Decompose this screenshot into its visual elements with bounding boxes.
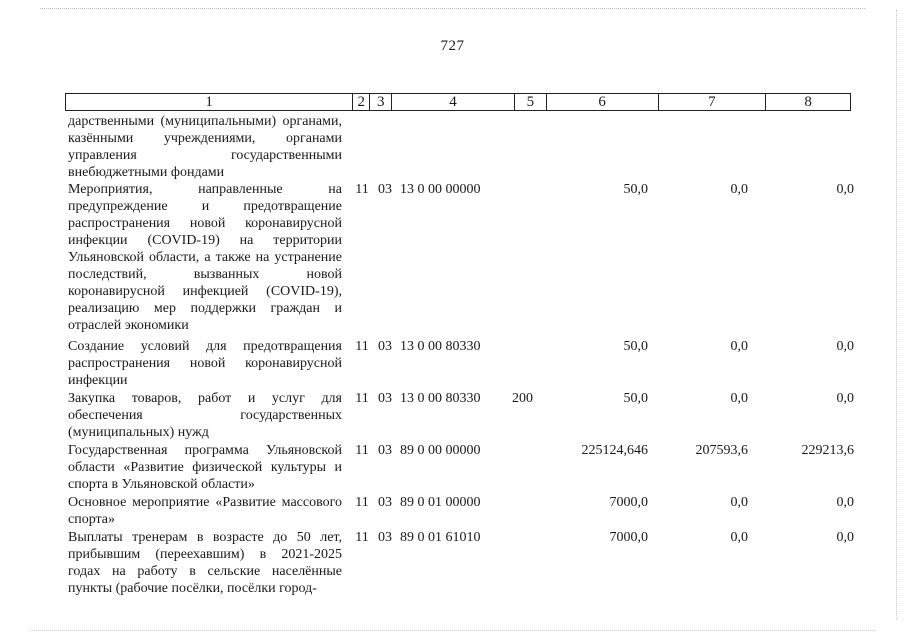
row-amount-col8: 229213,6 xyxy=(801,443,854,458)
row-expense-type: 200 xyxy=(512,391,533,406)
table-row xyxy=(68,338,854,390)
row-name: Создание условий для предотвращения распространения новой коронавирусной инфекции xyxy=(68,339,342,388)
column-header-2: 2 xyxy=(353,94,370,110)
column-header-6: 6 xyxy=(547,94,659,110)
row-amount-col8: 0,0 xyxy=(836,339,854,354)
row-amount-col8: 0,0 xyxy=(836,182,854,197)
row-amount-col8 xyxy=(748,113,854,181)
row-target-code: 89 0 01 61010 xyxy=(400,530,481,545)
row-subsection: 03 xyxy=(378,443,392,458)
row-section: 11 xyxy=(355,339,369,354)
table-row xyxy=(68,494,854,529)
table-row xyxy=(68,442,854,494)
row-name: Закупка товаров, работ и услуг для обеспечения государственных (муниципальных) нужд xyxy=(68,391,342,440)
row-expense-type xyxy=(512,529,542,599)
row-section: 11 xyxy=(355,530,369,545)
row-amount-col8: 0,0 xyxy=(836,530,854,545)
column-header-5: 5 xyxy=(515,94,547,110)
table-header-row xyxy=(65,93,851,111)
row-amount-col6 xyxy=(542,113,648,181)
column-header-3: 3 xyxy=(370,94,392,110)
row-section: 11 xyxy=(355,443,369,458)
row-amount-col7: 0,0 xyxy=(730,391,748,406)
row-subsection: 03 xyxy=(378,391,392,406)
scan-edge-bottom xyxy=(30,630,875,631)
column-header-4: 4 xyxy=(392,94,515,110)
row-amount-col8: 0,0 xyxy=(836,495,854,510)
row-section: 11 xyxy=(355,182,369,197)
row-amount-col7: 0,0 xyxy=(730,182,748,197)
row-target-code: 89 0 01 00000 xyxy=(400,495,481,510)
row-subsection xyxy=(374,113,396,181)
row-target-code: 13 0 00 80330 xyxy=(400,339,481,354)
row-subsection: 03 xyxy=(378,495,392,510)
row-subsection: 03 xyxy=(378,182,392,197)
table-row xyxy=(68,113,854,181)
row-subsection: 03 xyxy=(378,530,392,545)
row-expense-type xyxy=(512,181,542,338)
row-name: дарственными (муниципальными) органами, казёнными учреждениями, органами управления государственными внебюджетными фондами xyxy=(68,114,342,180)
table-row xyxy=(68,181,854,338)
row-amount-col8: 0,0 xyxy=(836,391,854,406)
scan-edge-top xyxy=(40,8,865,9)
row-amount-col6: 50,0 xyxy=(623,339,648,354)
table-row xyxy=(68,390,854,442)
page-number: 727 xyxy=(440,38,465,54)
row-name: Выплаты тренерам в возрасте до 50 лет, прибывшим (переехавшим) в 2021-2025 годах на работу в сельские населённые пункты (рабочие посёлки, посёлки город- xyxy=(68,530,342,596)
row-section: 11 xyxy=(355,495,369,510)
row-amount-col7: 0,0 xyxy=(730,495,748,510)
row-section: 11 xyxy=(355,391,369,406)
row-amount-col7 xyxy=(648,113,748,181)
scan-edge-right xyxy=(896,10,897,620)
row-amount-col7: 207593,6 xyxy=(695,443,748,458)
column-header-8: 8 xyxy=(804,94,812,110)
row-amount-col6: 50,0 xyxy=(623,391,648,406)
row-amount-col6: 225124,646 xyxy=(581,443,648,458)
row-expense-type xyxy=(512,494,542,529)
row-amount-col6: 7000,0 xyxy=(609,495,648,510)
row-expense-type xyxy=(512,113,542,181)
row-subsection: 03 xyxy=(378,339,392,354)
row-name: Мероприятия, направленные на предупреждение и предотвращение распространения новой коронавирусной инфекции (COVID-19) на территории Ульяновской области, а также на устранение последствий, вызванных новой коронавирусной инфекцией (COVID-19), реализацию мер поддержки граждан и отраслей экономики xyxy=(68,182,342,333)
row-target-code: 13 0 00 80330 xyxy=(400,391,481,406)
row-target-code xyxy=(396,113,512,181)
row-amount-col6: 50,0 xyxy=(623,182,648,197)
row-amount-col6: 7000,0 xyxy=(609,530,648,545)
row-name: Основное мероприятие «Развитие массового спорта» xyxy=(68,495,342,527)
column-header-7: 7 xyxy=(659,94,767,110)
row-expense-type xyxy=(512,442,542,494)
row-section xyxy=(342,113,374,181)
row-expense-type xyxy=(512,338,542,390)
row-amount-col7: 0,0 xyxy=(730,530,748,545)
column-header-1: 1 xyxy=(66,94,353,110)
row-amount-col7: 0,0 xyxy=(730,339,748,354)
table-body xyxy=(68,113,854,599)
table-row xyxy=(68,529,854,599)
row-target-code: 13 0 00 00000 xyxy=(400,182,481,197)
row-name: Государственная программа Ульяновской области «Развитие физической культуры и спорта в Ульяновской области» xyxy=(68,443,342,492)
row-target-code: 89 0 00 00000 xyxy=(400,443,481,458)
